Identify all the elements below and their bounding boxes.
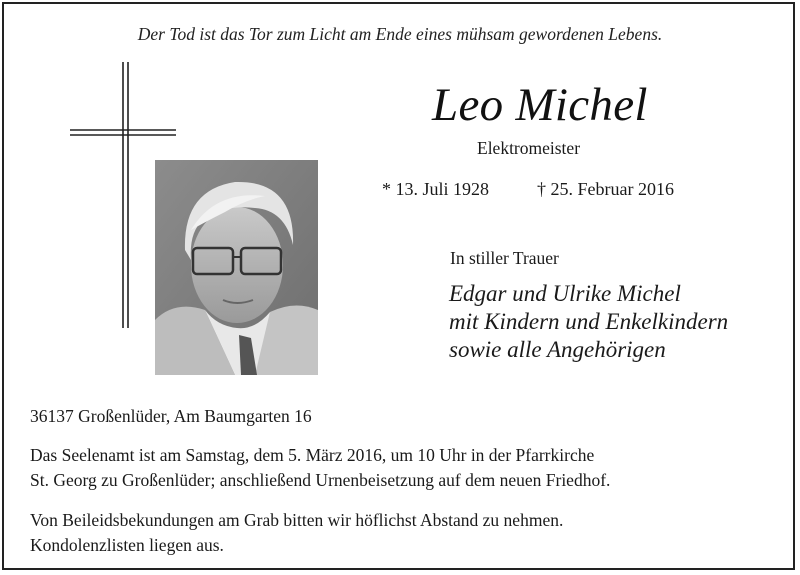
deceased-name: Leo Michel xyxy=(432,79,648,131)
condolence-note xyxy=(30,508,563,558)
deceased-title: Elektromeister xyxy=(477,138,581,158)
service-announcement xyxy=(30,443,610,493)
note-line: Kondolenzlisten liegen aus. xyxy=(30,535,224,555)
mourner-line: Edgar und Ulrike Michel xyxy=(449,281,681,306)
portrait-photo xyxy=(155,160,318,375)
service-line: Das Seelenamt ist am Samstag, dem 5. März 2016, um 10 Uhr in der Pfarrkirche xyxy=(30,445,595,465)
opening-quote: Der Tod ist das Tor zum Licht am Ende eines mühsam gewordenen Lebens. xyxy=(137,24,663,44)
death-date: † 25. Februar 2016 xyxy=(537,179,674,199)
service-line: St. Georg zu Großenlüder; anschließend Urnenbeisetzung auf dem neuen Friedhof. xyxy=(30,470,611,490)
family-address: 36137 Großenlüder, Am Baumgarten 16 xyxy=(30,406,312,426)
birth-date: * 13. Juli 1928 xyxy=(382,179,490,199)
note-line: Von Beileidsbekundungen am Grab bitten wir höflichst Abstand zu nehmen. xyxy=(30,510,564,530)
mourner-line: mit Kindern und Enkelkindern xyxy=(449,309,729,334)
mourner-line: sowie alle Angehörigen xyxy=(449,337,666,362)
mourning-intro: In stiller Trauer xyxy=(450,248,559,268)
mourners-list xyxy=(449,280,789,364)
